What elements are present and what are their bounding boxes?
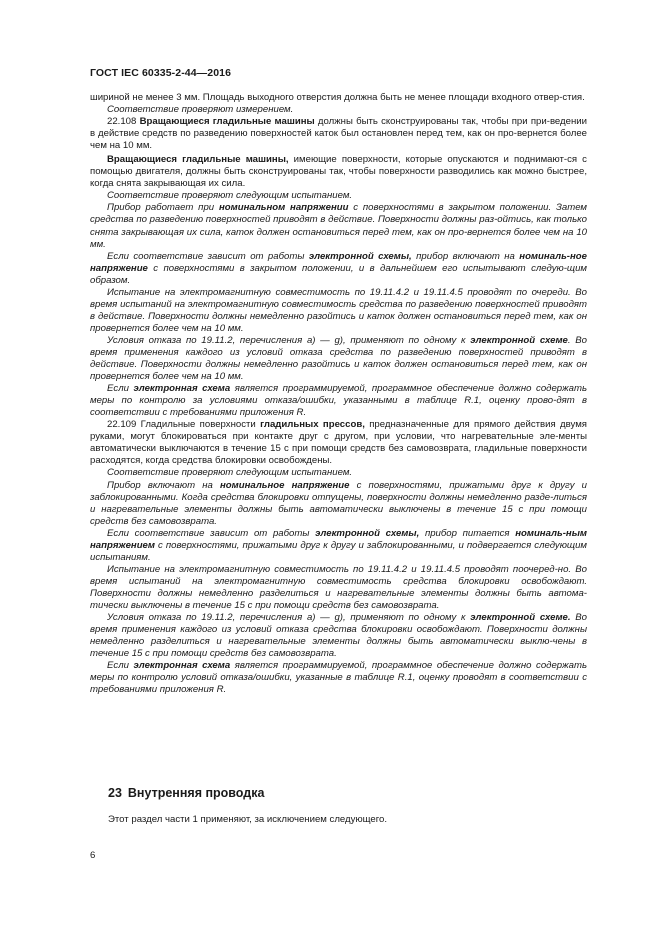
bold-term: гладильных прессов, [260, 419, 365, 431]
text-run: Прибор включают на [107, 479, 220, 491]
paragraph [90, 202, 587, 250]
text-run: Если соответствие зависит от работы [107, 250, 309, 262]
text-run: Во время применения каждого из условий отказа средства блокировки освобождают. Поверхности должны немедленно разделиться и нагревательные элементы должны быть автоматически выклю-чены в течение 15 с при помощи средств без самовозврата. [90, 612, 587, 660]
section-title: Внутренняя проводка [127, 786, 265, 800]
bold-term: Вращающиеся гладильные машины, [107, 154, 289, 166]
text-run: Условия отказа по 19.11.2, перечисления а) — g), применяют по одному к [107, 334, 471, 346]
text-run: 22.109 Гладильные поверхности [107, 419, 261, 431]
paragraph [90, 190, 587, 202]
bold-term: электронной схеме. [470, 612, 571, 624]
text-run: Соответствие проверяют следующим испытанием. [107, 467, 353, 479]
paragraph [90, 154, 587, 190]
text-run: должны быть сконструированы так, чтобы при при-ведении в действие средств по разведению поверхностей каток был остановлен перед тем, как он про-вернется более чем на 10 мм. [90, 116, 588, 152]
paragraph [90, 564, 587, 612]
text-run: предназначенные для прямого действия двумя руками, могут блокироваться при контакте друг с другом, при условии, что нагревательные эле-менты автоматически выключаются в течение 15 с при помощи средств без самовозврата, гладильные поверхности расходятся, когда средства блокировки освобождены. [90, 419, 587, 467]
paragraph [90, 480, 587, 528]
bold-term: номинальном напряжении [218, 202, 349, 214]
paragraph [90, 383, 587, 419]
paragraph [90, 287, 587, 335]
text-run: Условия отказа по 19.11.2, перечисления а) — g), применяют по одному к [107, 612, 471, 624]
section-number: 23 [108, 786, 122, 800]
bold-term: электронной схемы, [308, 250, 412, 262]
body-text [90, 92, 587, 696]
text-run: шириной не менее 3 мм. Площадь выходного отверстия должна быть не менее площади входного отвер-стия. [90, 92, 585, 103]
paragraph [90, 335, 587, 383]
text-run: . Во время применения каждого из условий отказа средства по разведению поверхностей приводят в действие. Поверхности должны немедленно разойтись и каток должен остановиться перед тем, как он провернется более чем на 10 мм. [90, 334, 587, 383]
text-run: Соответствие проверяют измерением. [107, 104, 294, 116]
paragraph [90, 419, 587, 467]
section-heading [108, 786, 264, 800]
paragraph [90, 116, 587, 152]
text-run: Прибор работает при [107, 202, 219, 214]
paragraph [90, 612, 587, 660]
text-run: прибор включают на [411, 250, 520, 262]
bold-term: номиналь-ное напряжение [90, 250, 587, 274]
paragraph [90, 467, 587, 479]
text-run: с поверхностями, прижатыми друг к другу и заблокированными, и подвергается следующим испытаниям. [90, 539, 587, 563]
text-run: с поверхностями, прижатыми друг к другу и заблокированными. Когда средства блокировки отпущены, поверхности должны немедленно разде-литься и нагревательные элементы должны быть автоматически выключены в течение 15 с при помощи средств без самовозврата. [90, 479, 587, 527]
bold-term: электронная схема [133, 660, 231, 672]
text-run: Если соответствие зависит от работы [107, 527, 316, 539]
bold-term: электронной схемы, [315, 527, 420, 539]
paragraph [90, 104, 587, 116]
bold-term: электронная схема [133, 383, 231, 395]
section-paragraph: Этот раздел части 1 применяют, за исключением следующего. [108, 814, 388, 825]
bold-term: Вращающиеся гладильные машины [139, 116, 315, 128]
page-number: 6 [90, 850, 96, 861]
text-run: Соответствие проверяют следующим испытанием. [107, 190, 353, 202]
text-run: Если [107, 383, 134, 395]
document-header: ГОСТ IEC 60335-2-44—2016 [90, 67, 232, 79]
text-run: Если [107, 660, 134, 672]
paragraph [90, 92, 587, 104]
text-run: является программируемой, программное обеспечение должно содержать меры по контролю условий отказа/ошибки, указанные в таблице R.1, оценку проводят в соответствии с требованиями приложения R. [90, 660, 587, 696]
text-run: имеющие поверхности, которые опускаются и поднимают-ся с помощью двигателя, должны быть сконструированы так, чтобы поверхности разводились как можно быстрее, когда снята закрывающая их сила. [90, 154, 587, 190]
bold-term: номинальное напряжение [219, 479, 350, 491]
bold-term: номиналь-ным напряжением [90, 527, 587, 551]
text-run: Испытание на электромагнитную совместимость по 19.11.4.2 и 19.11.4.5 проводят по очереди. Во время испытаний на электромагнитную совместимость средства по разведению поверхностей приводят в действие. Поверхности должны немедленно разойтись и каток должен остановиться перед тем, как он провернется более чем на 10 мм. [90, 286, 587, 334]
text-run: Испытание на электромагнитную совместимость по 19.11.4.2 и 19.11.4.5 проводят поочеред-но. Во время испытаний на электромагнитную совместимость средства блокировки освобождают. Поверхности должны немедленно разделиться и нагревательные элементы должны быть автома-тически выключены в течение 15 с при помощи средств без самовозврата. [90, 563, 587, 611]
bold-term: электронной схеме [470, 334, 568, 346]
text-run: 22.108 [107, 116, 140, 128]
paragraph [90, 528, 587, 564]
text-run: с поверхностями в закрытом положении, и в дальнейшем его испытывают следую-щим образом. [90, 262, 587, 286]
text-run: является программируемой, программное обеспечение должно содержать меры по контролю за условиями отказа/ошибки, указанными в таблице R.1, оценку прово-дят в соответствии с требованиями приложения R. [90, 383, 587, 419]
paragraph [90, 660, 587, 696]
text-run: прибор питается [419, 527, 516, 539]
paragraph [90, 251, 587, 287]
text-run: с поверхностями в закрытом положении. Затем средства по разведению поверхностей приводят в действие. Поверхности должны раз-ойтись, как только снята закрывающая их сила, каток должен остановиться перед тем, как он про-вернется более чем на 10 мм. [90, 202, 587, 250]
